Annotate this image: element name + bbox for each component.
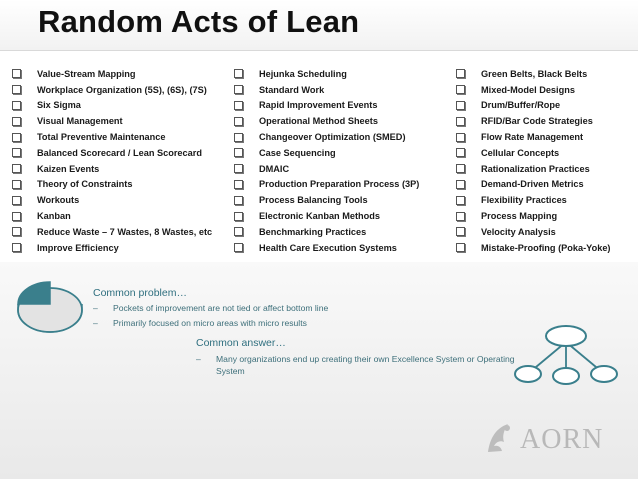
checkbox-bullet-icon — [456, 180, 465, 189]
list-item — [456, 224, 638, 240]
problem-bullet-text: Pockets of improvement are not tied or affect bottom line — [113, 303, 329, 313]
list-item — [12, 240, 227, 256]
list-item-label: Workplace Organization (5S), (6S), (7S) — [37, 84, 207, 95]
list-item-label: Benchmarking Practices — [259, 226, 367, 237]
list-item — [234, 161, 449, 177]
list-item-label: Changeover Optimization (SMED) — [259, 132, 406, 143]
list-item-label: Reduce Waste – 7 Wastes, 8 Wastes, etc — [37, 226, 213, 237]
checkbox-bullet-icon — [456, 212, 465, 221]
practice-list-column-3 — [456, 66, 638, 256]
checkbox-bullet-icon — [456, 164, 465, 173]
list-item — [12, 208, 227, 224]
checkbox-bullet-icon — [234, 227, 243, 236]
list-item-label: Rapid Improvement Events — [259, 100, 378, 111]
list-item-label: Workouts — [37, 195, 80, 206]
checkbox-bullet-icon — [234, 196, 243, 205]
checkbox-bullet-icon — [234, 243, 243, 252]
list-item-label: Drum/Buffer/Rope — [481, 100, 561, 111]
checkbox-bullet-icon — [456, 69, 465, 78]
list-item-label: Balanced Scorecard / Lean Scorecard — [37, 147, 202, 158]
list-item-label: Rationalization Practices — [481, 163, 590, 174]
list-item — [234, 192, 449, 208]
list-item-label: Demand-Driven Metrics — [481, 179, 584, 190]
list-item — [456, 82, 638, 98]
problem-bullet-text: Primarily focused on micro areas with micro results — [113, 318, 307, 328]
list-item — [234, 113, 449, 129]
checkbox-bullet-icon — [456, 243, 465, 252]
checkbox-bullet-icon — [12, 117, 21, 126]
bullet-dash: – — [93, 303, 98, 313]
list-item-label: Electronic Kanban Methods — [259, 211, 380, 222]
list-item — [234, 98, 449, 114]
list-item — [234, 82, 449, 98]
problem-bullet — [93, 302, 328, 314]
hierarchy-diagram-icon — [510, 322, 622, 388]
list-item-label: Cellular Concepts — [481, 147, 560, 158]
checkbox-bullet-icon — [456, 85, 465, 94]
list-item-label: Mistake-Proofing (Poka-Yoke) — [481, 242, 611, 253]
checkbox-bullet-icon — [12, 101, 21, 110]
list-item — [456, 129, 638, 145]
practice-list-column-1 — [12, 66, 227, 256]
checkbox-bullet-icon — [12, 133, 21, 142]
checkbox-bullet-icon — [12, 180, 21, 189]
list-item — [12, 192, 227, 208]
list-item — [12, 82, 227, 98]
list-item — [12, 224, 227, 240]
list-item — [12, 129, 227, 145]
list-item-label: Value-Stream Mapping — [37, 68, 136, 79]
list-item-label: Improve Efficiency — [37, 242, 119, 253]
checkbox-bullet-icon — [12, 243, 21, 252]
checkbox-bullet-icon — [234, 85, 243, 94]
checkbox-bullet-icon — [234, 101, 243, 110]
list-item — [456, 240, 638, 256]
list-item — [234, 208, 449, 224]
list-item — [12, 66, 227, 82]
checkbox-bullet-icon — [12, 69, 21, 78]
list-item — [12, 145, 227, 161]
checkbox-bullet-icon — [234, 69, 243, 78]
checkbox-bullet-icon — [12, 196, 21, 205]
list-item — [234, 145, 449, 161]
checkbox-bullet-icon — [234, 164, 243, 173]
list-item-label: DMAIC — [259, 163, 290, 174]
list-item — [12, 113, 227, 129]
list-item-label: Visual Management — [37, 116, 123, 127]
list-item-label: Green Belts, Black Belts — [481, 68, 588, 79]
list-item — [234, 177, 449, 193]
answer-bullet — [196, 353, 516, 377]
list-item — [456, 145, 638, 161]
checkbox-bullet-icon — [234, 212, 243, 221]
common-problem-heading: Common problem… — [93, 287, 187, 299]
checkbox-bullet-icon — [456, 133, 465, 142]
list-item-label: Production Preparation Process (3P) — [259, 179, 420, 190]
list-item-label: Six Sigma — [37, 100, 81, 111]
checkbox-bullet-icon — [234, 133, 243, 142]
list-item — [234, 224, 449, 240]
list-item-label: Process Mapping — [481, 211, 558, 222]
pie-chart-icon — [12, 272, 90, 338]
list-item-label: Case Sequencing — [259, 147, 336, 158]
checkbox-bullet-icon — [456, 101, 465, 110]
checkbox-bullet-icon — [12, 148, 21, 157]
checkbox-bullet-icon — [234, 148, 243, 157]
list-item-label: Flexibility Practices — [481, 195, 567, 206]
bullet-dash: – — [93, 318, 98, 328]
list-item-label: Flow Rate Management — [481, 132, 584, 143]
checkbox-bullet-icon — [12, 227, 21, 236]
checkbox-bullet-icon — [234, 117, 243, 126]
list-item — [12, 161, 227, 177]
list-item — [456, 98, 638, 114]
list-item-label: Standard Work — [259, 84, 325, 95]
list-item-label: Health Care Execution Systems — [259, 242, 397, 253]
list-item — [456, 208, 638, 224]
aorn-logo-mark-icon — [482, 418, 518, 458]
list-item — [234, 66, 449, 82]
list-item — [12, 98, 227, 114]
list-item — [234, 129, 449, 145]
list-item-label: Mixed-Model Designs — [481, 84, 575, 95]
checkbox-bullet-icon — [456, 148, 465, 157]
list-item — [456, 161, 638, 177]
list-item — [12, 177, 227, 193]
checkbox-bullet-icon — [234, 180, 243, 189]
answer-bullet-text: Many organizations end up creating their own Excellence System or Operating System — [216, 354, 515, 376]
list-item — [456, 66, 638, 82]
common-answer-heading: Common answer… — [196, 337, 286, 349]
problem-bullet — [93, 317, 307, 329]
checkbox-bullet-icon — [12, 164, 21, 173]
list-item — [234, 240, 449, 256]
list-item — [456, 177, 638, 193]
list-item-label: Kanban — [37, 211, 71, 222]
list-item-label: Hejunka Scheduling — [259, 68, 347, 79]
list-item-label: Kaizen Events — [37, 163, 100, 174]
list-item-label: RFID/Bar Code Strategies — [481, 116, 593, 127]
checkbox-bullet-icon — [456, 196, 465, 205]
list-item-label: Process Balancing Tools — [259, 195, 368, 206]
checkbox-bullet-icon — [456, 227, 465, 236]
list-item — [456, 113, 638, 129]
checkbox-bullet-icon — [456, 117, 465, 126]
checkbox-bullet-icon — [12, 212, 21, 221]
list-item-label: Operational Method Sheets — [259, 116, 378, 127]
bullet-dash: – — [196, 354, 201, 364]
list-item-label: Total Preventive Maintenance — [37, 132, 166, 143]
checkbox-bullet-icon — [12, 85, 21, 94]
list-item-label: Theory of Constraints — [37, 179, 133, 190]
practice-list-column-2 — [234, 66, 449, 256]
aorn-logo-text: AORN — [520, 424, 604, 455]
slide-title: Random Acts of Lean — [38, 4, 360, 39]
list-item-label: Velocity Analysis — [481, 226, 556, 237]
list-item — [456, 192, 638, 208]
